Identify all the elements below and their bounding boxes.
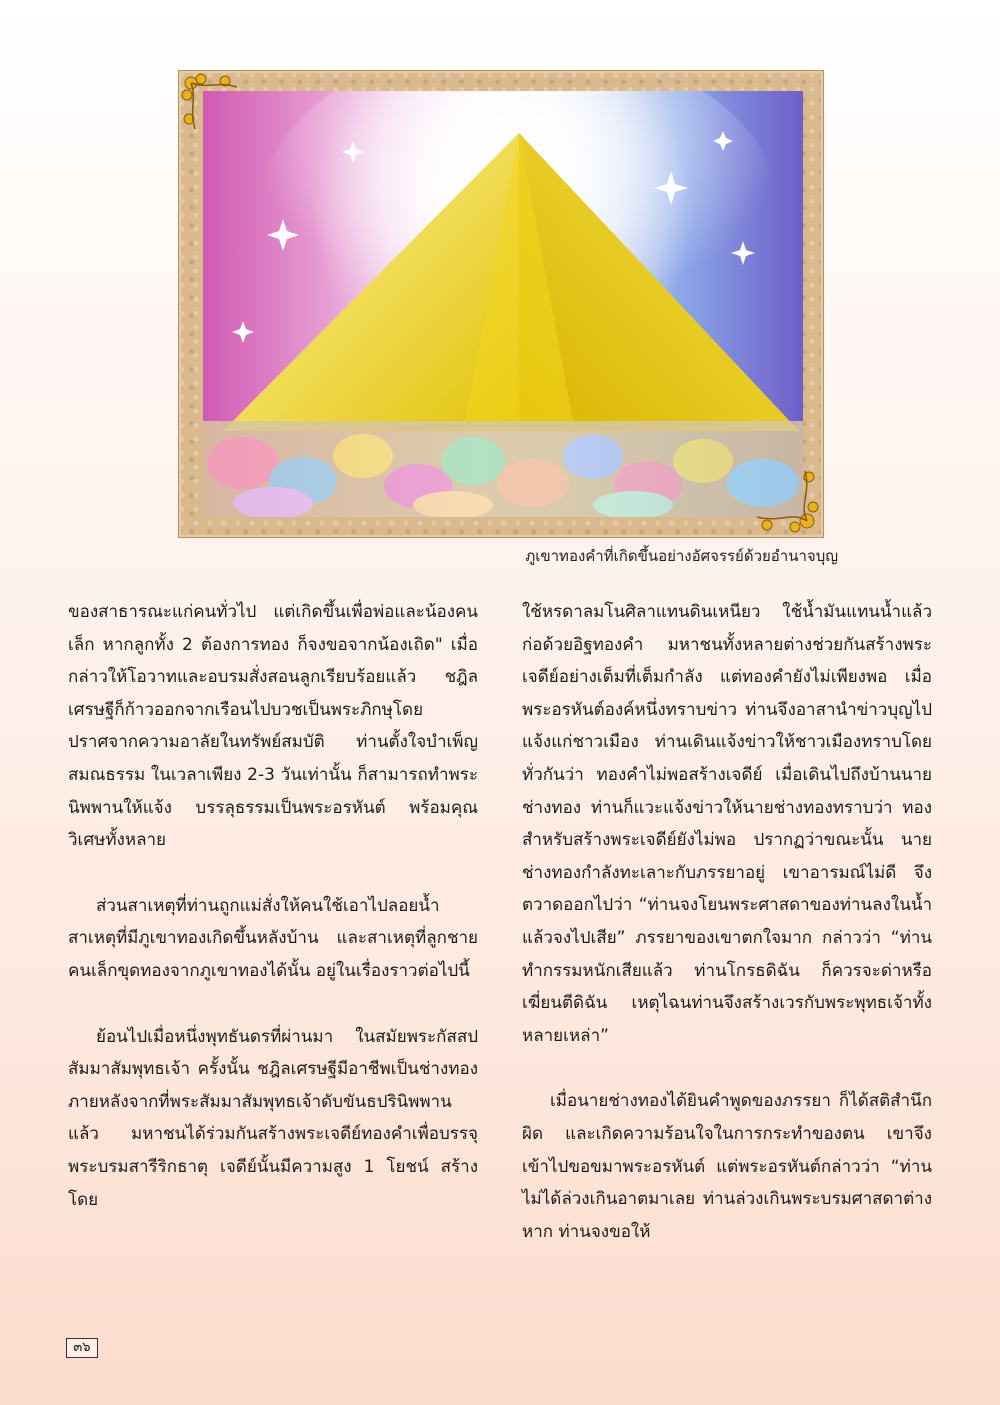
left-text-column (68, 596, 478, 1216)
illustration-frame (178, 70, 824, 538)
paragraph: ใช้หรดาลมโนศิลาแทนดินเหนียว ใช้น้ำมันแทนน้ำแล้วก่อด้วยอิฐทองคำ มหาชนทั้งหลายต่างช่วยกันสร้างพระเจดีย์อย่างเต็มที่เต็มกำลัง แต่ทองคำยังไม่เพียงพอ เมื่อพระอรหันต์องค์หนึ่งทราบข่าว ท่านจึงอาสานำข่าวบุญไปแจ้งแก่ชาวเมือง ท่านเดินแจ้งข่าวให้ชาวเมืองทราบโดยทั่วกันว่า ทองคำไม่พอสร้างเจดีย์ เมื่อเดินไปถึงบ้านนายช่างทอง ท่านก็แวะแจ้งข่าวให้นายช่างทองทราบว่า ทองสำหรับสร้างพระเจดีย์ยังไม่พอ ปรากฏว่าขณะนั้น นายช่างทองกำลังทะเลาะกับภรรยาอยู่ เขาอารมณ์ไม่ดี จึงตวาดออกไปว่า “ท่านจงโยนพระศาสดาของท่านลงในน้ำ แล้วจงไปเสีย” ภรรยาของเขาตกใจมาก กล่าวว่า “ท่านทำกรรมหนักเสียแล้ว ท่านโกรธดิฉัน ก็ควรจะด่าหรือเฆี่ยนตีดิฉัน เหตุไฉนท่านจึงสร้างเวรกับพระพุทธเจ้าทั้งหลายเหล่า” (522, 602, 932, 1046)
paragraph: ส่วนสาเหตุที่ท่านถูกแม่สั่งให้คนใช้เอาไปลอยน้ำ สาเหตุที่มีภูเขาทองเกิดขึ้นหลังบ้าน และสาเหตุที่ลูกชายคนเล็กขุดทองจากภูเขาทองได้นั้น อยู่ในเรื่องราวต่อไปนี้ (68, 895, 478, 981)
paragraph: ของสาธารณะแก่คนทั่วไป แต่เกิดขึ้นเพื่อพ่อและน้องคนเล็ก หากลูกทั้ง 2 ต้องการทอง ก็จงขอจากน้องเถิด" เมื่อกล่าวให้โอวาทและอบรมสั่งสอนลูกเรียบร้อยแล้ว ชฎิลเศรษฐีก็ก้าวออกจากเรือนไปบวชเป็นพระภิกษุโดยปราศจากความอาลัยในทรัพย์สมบัติ ท่านตั้งใจบำเพ็ญสมณธรรม ในเวลาเพียง 2-3 วันเท่านั้น ก็สามารถทำพระนิพพานให้แจ้ง บรรลุธรรมเป็นพระอรหันต์ พร้อมคุณวิเศษทั้งหลาย (68, 602, 478, 851)
figure-caption: ภูเขาทองคำที่เกิดขึ้นอย่างอัศจรรย์ด้วยอำนาจบุญ (525, 547, 838, 565)
right-text-column (522, 596, 932, 1248)
golden-mountain-drawing (203, 91, 803, 517)
golden-mountain-illustration (203, 91, 803, 517)
page-number: ๓๖ (66, 1338, 98, 1358)
flower-ornament-icon (737, 451, 827, 541)
paragraph: เมื่อนายช่างทองได้ยินคำพูดของภรรยา ก็ได้สติสำนึกผิด และเกิดความร้อนใจในการกระทำของตน เขาจึงเข้าไปขอขมาพระอรหันต์ แต่พระอรหันต์กล่าวว่า “ท่านไม่ได้ล่วงเกินอาตมาเลย ท่านล่วงเกินพระบรมศาสดาต่างหาก ท่านจงขอให้ (522, 1091, 932, 1242)
paragraph: ย้อนไปเมื่อหนึ่งพุทธันดรที่ผ่านมา ในสมัยพระกัสสปสัมมาสัมพุทธเจ้า ครั้งนั้น ชฎิลเศรษฐีมีอาชีพเป็นช่างทอง ภายหลังจากที่พระสัมมาสัมพุทธเจ้าดับขันธปรินิพพานแล้ว มหาชนได้ร่วมกันสร้างพระเจดีย์ทองคำเพื่อบรรจุพระบรมสารีริกธาตุ เจดีย์นั้นมีความสูง 1 โยชน์ สร้างโดย (68, 1026, 478, 1210)
flower-ornament-icon (177, 69, 247, 139)
